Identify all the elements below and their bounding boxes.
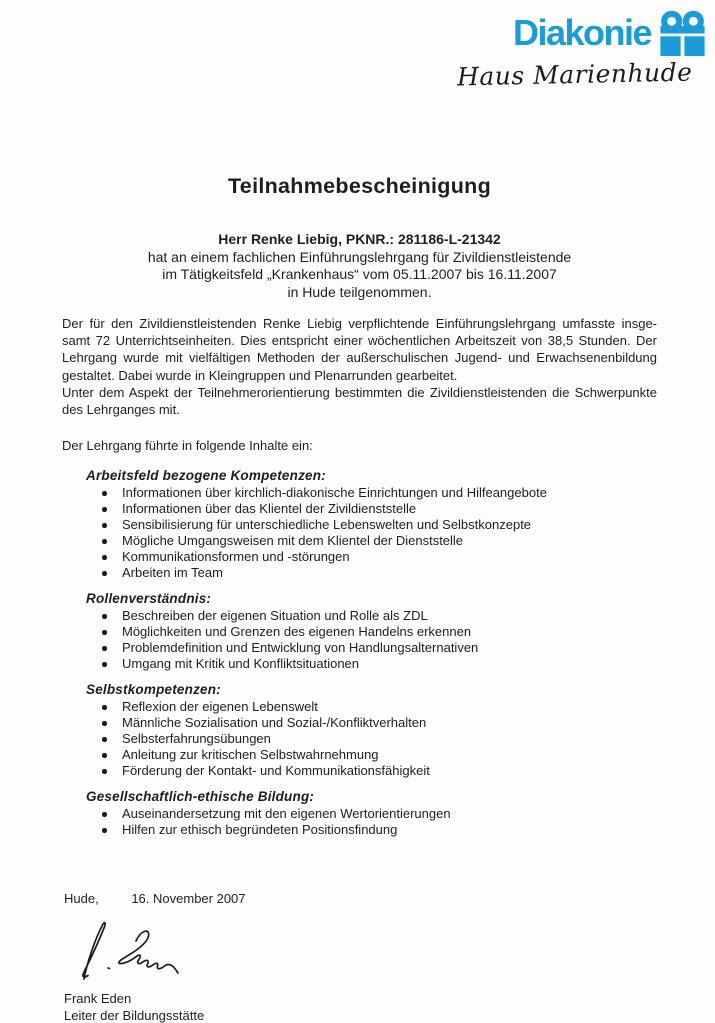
date-value: 16. November 2007	[131, 891, 246, 907]
section-rollenverstaendnis	[86, 590, 657, 672]
signature-handwriting	[70, 920, 182, 984]
list-item: Hilfen zur ethisch begründeten Positionsfindung	[86, 822, 657, 838]
bullet-list	[86, 485, 657, 581]
facility-handwritten-name: Haus Marienhude	[456, 57, 693, 92]
certification-line-2: im Tätigkeitsfeld „Krankenhaus“ vom 05.11.2007 bis 16.11.2007	[162, 266, 557, 282]
list-item: Beschreiben der eigenen Situation und Rolle als ZDL	[86, 608, 657, 624]
section-selbstkompetenzen	[86, 681, 657, 779]
certification-statement	[62, 231, 657, 301]
certification-line-3: in Hude teilgenommen.	[287, 283, 432, 300]
section-ethische-bildung	[86, 788, 657, 838]
section-heading: Arbeitsfeld bezogene Kompetenzen:	[86, 468, 326, 484]
topic-sections	[62, 467, 657, 838]
list-item: Anleitung zur kritischen Selbstwahrnehmung	[86, 747, 657, 763]
list-item: Arbeiten im Team	[86, 565, 657, 581]
bullet-list	[86, 699, 657, 779]
list-item: Selbsterfahrungsübungen	[86, 731, 657, 747]
signer-identity	[64, 990, 657, 1023]
document-footer	[62, 890, 657, 1023]
place-label: Hude,	[64, 891, 99, 907]
list-item: Förderung der Kontakt- und Kommunikationsfähigkeit	[86, 763, 657, 779]
paragraph-course-description	[62, 315, 657, 384]
bullet-list	[86, 806, 657, 838]
section-heading: Gesellschaftlich-ethische Bildung:	[86, 789, 315, 805]
body-line: Lehrgang wurde mit vielfältigen Methoden der außerschulischen Jugend- und Erwachsenenbildung	[62, 350, 657, 366]
list-item: Auseinandersetzung mit den eigenen Wertorientierungen	[86, 806, 657, 822]
signature-block	[70, 920, 657, 984]
body-line: samt 72 Unterrichtseinheiten. Dies entspricht einer wöchentlichen Arbeitszeit von 38,5 Stunden. Der	[62, 333, 657, 349]
list-item: Mögliche Umgangsweisen mit dem Klientel der Dienststelle	[86, 533, 657, 549]
diakonie-logo-wordmark: Diakonie	[512, 12, 651, 53]
brand-logo-row	[513, 10, 706, 57]
list-item: Informationen über kirchlich-diakonische Einrichtungen und Hilfeangebote	[86, 485, 657, 501]
list-item: Reflexion der eigenen Lebenswelt	[86, 699, 657, 715]
brand-header	[0, 0, 715, 91]
certificate-holder-line: Herr Renke Liebig, PKNR.: 281186-L-21342	[218, 231, 501, 247]
bullet-list	[86, 608, 657, 672]
list-item: Sensibilisierung für unterschiedliche Lebenswelten und Selbstkonzepte	[86, 517, 657, 533]
section-heading: Selbstkompetenzen:	[86, 682, 221, 698]
body-line: Unter dem Aspekt der Teilnehmerorientierung bestimmten die Zivildienstleistenden die Schwerpunkte	[62, 384, 657, 400]
section-heading: Rollenverständnis:	[86, 591, 212, 607]
place-date-line	[64, 890, 657, 907]
body-line: gestaltet. Dabei wurde in Kleingruppen und Plenarrunden gearbeitet.	[62, 367, 458, 383]
kronenkreuz-crown-cross-icon	[659, 10, 706, 57]
section-arbeitsfeld-kompetenzen	[86, 467, 657, 581]
list-item: Männliche Sozialisation und Sozial-/Konfliktverhalten	[86, 715, 657, 731]
list-item: Möglichkeiten und Grenzen des eigenen Handelns erkennen	[86, 624, 657, 640]
list-item: Kommunikationsformen und -störungen	[86, 549, 657, 565]
content-intro-line: Der Lehrgang führte in folgende Inhalte ein:	[62, 438, 313, 454]
paragraph-participant-orientation	[62, 384, 657, 418]
document-title: Teilnahmebescheinigung	[227, 174, 492, 198]
document-content	[0, 173, 715, 1023]
list-item: Umgang mit Kritik und Konfliktsituationen	[86, 656, 657, 672]
body-paragraphs	[62, 315, 657, 418]
body-line: Der für den Zivildienstleistenden Renke Liebig verpflichtende Einführungslehrgang umfasste insge-	[62, 316, 657, 331]
signer-title: Leiter der Bildungsstätte	[64, 1008, 205, 1023]
certification-line-1: hat an einem fachlichen Einführungslehrgang für Zivildienstleistende	[147, 248, 572, 265]
list-item: Informationen über das Klientel der Zivildienststelle	[86, 501, 657, 517]
signer-name: Frank Eden	[64, 991, 132, 1007]
list-item: Problemdefinition und Entwicklung von Handlungsalternativen	[86, 640, 657, 656]
body-line: des Lehrganges mit.	[62, 402, 180, 418]
